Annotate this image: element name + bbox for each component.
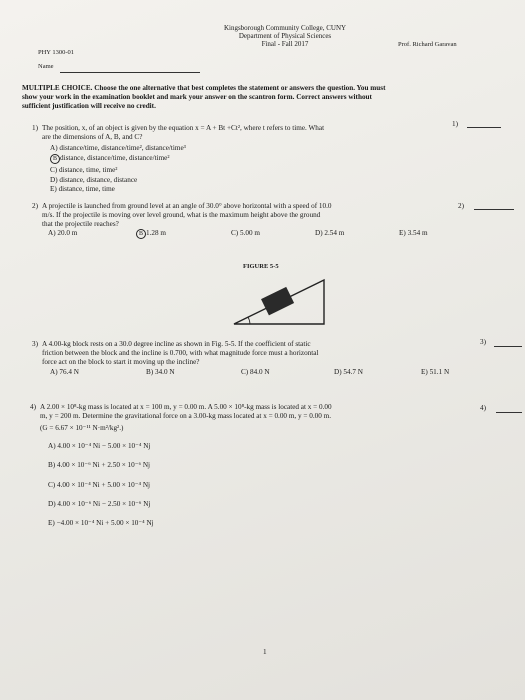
question-2-stem: A projectile is launched from ground level at an angle of 30.0° above horizontal with a speed of 10.0 bbox=[42, 202, 332, 210]
question-1-number: 1) bbox=[32, 124, 38, 132]
q2-option-c: C) 5.00 m bbox=[231, 229, 260, 237]
question-1-answer-number: 1) bbox=[452, 120, 458, 128]
question-2-answer-line bbox=[474, 209, 514, 210]
q3-option-e: E) 51.1 N bbox=[421, 368, 450, 376]
q1-option-d: D) distance, distance, distance bbox=[50, 176, 138, 184]
q1-option-b-circled: B bbox=[50, 154, 60, 164]
instructions-line-1: MULTIPLE CHOICE. Choose the one alternative that best completes the statement or answers the question. You must bbox=[22, 84, 386, 92]
course-code: PHY 1300-01 bbox=[38, 49, 75, 56]
q3-option-b: B) 34.0 N bbox=[146, 368, 175, 376]
q1-option-b-text: distance, distance/time, distance/time² bbox=[60, 154, 170, 162]
instructions-line-3: sufficient justification will receive no credit. bbox=[22, 102, 156, 110]
question-2-number: 2) bbox=[32, 202, 38, 210]
q2-option-b bbox=[136, 229, 166, 239]
q4-option-d: D) 4.00 × 10⁻⁶ Ni − 2.50 × 10⁻⁶ Nj bbox=[48, 500, 151, 508]
question-1-stem-2: are the dimensions of A, B, and C? bbox=[42, 133, 143, 141]
question-2-answer-number: 2) bbox=[458, 202, 464, 210]
q1-option-a: A) distance/time, distance/time², distance/time³ bbox=[50, 144, 186, 152]
question-4-stem-3: (G = 6.67 × 10⁻¹¹ N·m²/kg².) bbox=[40, 424, 124, 432]
question-3-answer-number: 3) bbox=[480, 338, 486, 346]
college-name: Kingsborough Community College, CUNY bbox=[223, 24, 347, 32]
department-name: Department of Physical Sciences bbox=[238, 32, 332, 40]
question-1-answer-line bbox=[467, 127, 501, 128]
question-2-stem-2: m/s. If the projectile is moving over level ground, what is the maximum height above the ground bbox=[42, 211, 321, 219]
q4-option-e: E) −4.00 × 10⁻⁴ Ni + 5.00 × 10⁻⁴ Nj bbox=[48, 519, 154, 527]
question-4-answer-line bbox=[496, 412, 522, 413]
question-4-number: 4) bbox=[30, 403, 36, 411]
incline-figure bbox=[228, 276, 328, 328]
question-4-stem-2: m, y = 200 m. Determine the gravitational force on a 3.00-kg mass located at x = 0.00 m, y = 0.00 m. bbox=[40, 412, 332, 420]
q1-option-c: C) distance, time, time² bbox=[50, 166, 118, 174]
question-4-answer-number: 4) bbox=[480, 404, 486, 412]
question-3-stem-3: force act on the block to start it moving up the incline? bbox=[42, 358, 200, 366]
page-number: 1 bbox=[263, 648, 267, 656]
q2-option-b-text: 1.28 m bbox=[146, 229, 166, 237]
q3-option-d: D) 54.7 N bbox=[334, 368, 363, 376]
question-2-stem-3: that the projectile reaches? bbox=[42, 220, 119, 228]
q3-option-a: A) 76.4 N bbox=[50, 368, 79, 376]
q2-option-e: E) 3.54 m bbox=[399, 229, 428, 237]
question-1-stem: The position, x, of an object is given by the equation x = A + Bt +Ct², where t refers to time. What bbox=[42, 124, 325, 132]
q4-option-c: C) 4.00 × 10⁻⁴ Ni + 5.00 × 10⁻⁴ Nj bbox=[48, 481, 151, 489]
name-label: Name bbox=[38, 63, 54, 70]
angle-arc bbox=[248, 317, 250, 324]
name-line bbox=[60, 72, 200, 73]
block bbox=[261, 287, 294, 315]
instructions-line-2: show your work in the examination booklet and mark your answer on the scantron form. Correct answers without bbox=[22, 93, 372, 101]
q2-option-a: A) 20.0 m bbox=[48, 229, 78, 237]
q1-option-b bbox=[50, 154, 170, 164]
question-3-stem-2: friction between the block and the incline is 0.700, with what magnitude force must a horizontal bbox=[42, 349, 319, 357]
question-3-number: 3) bbox=[32, 340, 38, 348]
question-4-stem: A 2.00 × 10⁸-kg mass is located at x = 100 m, y = 0.00 m. A 5.00 × 10⁸-kg mass is located at x = 0.00 bbox=[40, 403, 332, 411]
figure-label: FIGURE 5-5 bbox=[243, 263, 279, 270]
q2-option-d: D) 2.54 m bbox=[315, 229, 345, 237]
q4-option-b: B) 4.00 × 10⁻⁶ Ni + 2.50 × 10⁻⁶ Nj bbox=[48, 461, 151, 469]
question-3-answer-line bbox=[494, 346, 522, 347]
q2-option-b-circled: B bbox=[136, 229, 146, 239]
question-3-stem: A 4.00-kg block rests on a 30.0 degree incline as shown in Fig. 5-5. If the coefficient of static bbox=[42, 340, 311, 348]
exam-term: Final - Fall 2017 bbox=[261, 40, 309, 48]
professor-name: Prof. Richard Garavan bbox=[398, 41, 457, 48]
q1-option-e: E) distance, time, time bbox=[50, 185, 115, 193]
q4-option-a: A) 4.00 × 10⁻⁴ Ni − 5.00 × 10⁻⁴ Nj bbox=[48, 442, 151, 450]
q3-option-c: C) 84.0 N bbox=[241, 368, 270, 376]
